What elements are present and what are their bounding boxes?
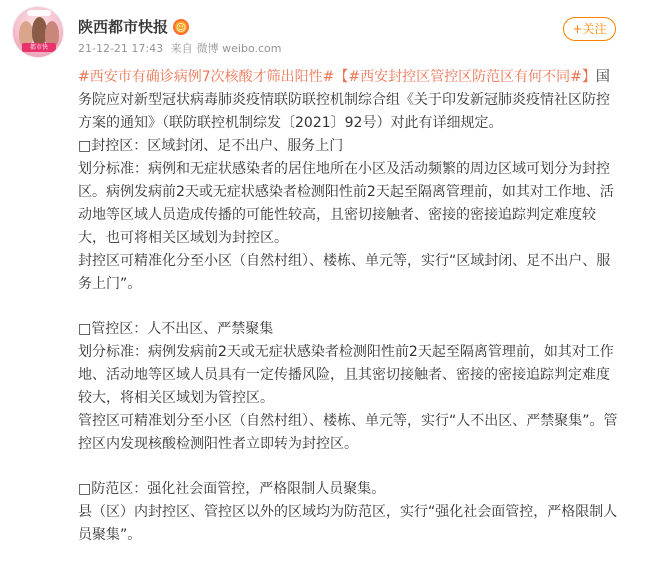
avatar[interactable] [12, 6, 64, 58]
avatar-label: 都市快 [22, 43, 56, 52]
avatar-logo [27, 10, 51, 16]
post-header [0, 0, 647, 62]
source-prefix: 来自 [170, 42, 193, 55]
paragraph: 划分标准：病例和无症状感染者的居住地所在小区及活动频繁的周边区域可划分为封控区。病例发病前2天或无症状感染者检测阳性前2天起至隔离管理前，如其对工作地、活动地等区域人员造成传播的可能性较高，且密切接触者、密接的密接追踪判定难度较大，也可将相关区域划为封控区。 [78, 161, 614, 246]
paragraph: 划分标准：病例发病前2天或无症状感染者检测阳性前2天起至隔离管理前，如其对工作地、活动地等区域人员具有一定传播风险，且其密切接触者、密接的密接追踪判定难度较大，将相关区域划为管控区。 [78, 344, 614, 406]
spacer [78, 296, 618, 318]
section-heading-lockdown: □封控区：区域封闭、足不出户、服务上门 [78, 138, 344, 154]
paragraph: 县（区）内封控区、管控区以外的区域均为防范区，实行“强化社会面管控，严格限制人员聚集”。 [78, 504, 618, 543]
author-row [78, 16, 189, 37]
post-timestamp[interactable]: 21-12-21 17:43 [78, 42, 164, 55]
intro-paragraph [78, 66, 618, 135]
vip-badge-icon[interactable]: ☺ [173, 19, 189, 35]
topic-tag-link[interactable]: 【#西安封控区管控区防范区有何不同#】 [334, 69, 596, 85]
author-name[interactable]: 陕西都市快报 [78, 18, 169, 36]
topic-tag-link[interactable]: #西安市有确诊病例7次核酸才筛出阳性# [78, 69, 335, 85]
section-heading-prevention: □防范区：强化社会面管控，严格限制人员聚集。 [78, 481, 386, 497]
paragraph: 封控区可精准化分至小区（自然村组）、楼栋、单元等，实行“区域封闭、足不出户、服务上门”。 [78, 253, 611, 292]
follow-button[interactable]: +关注 [563, 17, 616, 41]
spacer [78, 456, 618, 478]
post-content [78, 66, 618, 547]
intro-text: 国务院应对新型冠状病毒肺炎疫情联防联控机制综合组《关于印发新冠肺炎疫情社区防控方案的通知》（联防联控机制综发〔2021〕92号）对此有详细规定。 [78, 69, 610, 131]
section-heading-control: □管控区：人不出区、严禁聚集 [78, 321, 274, 337]
post-source: 微博 weibo.com [196, 42, 282, 55]
post-meta [78, 40, 285, 56]
paragraph: 管控区可精准划分至小区（自然村组）、楼栋、单元等，实行“人不出区、严禁聚集”。管控区内发现核酸检测阳性者立即转为封控区。 [78, 413, 618, 452]
